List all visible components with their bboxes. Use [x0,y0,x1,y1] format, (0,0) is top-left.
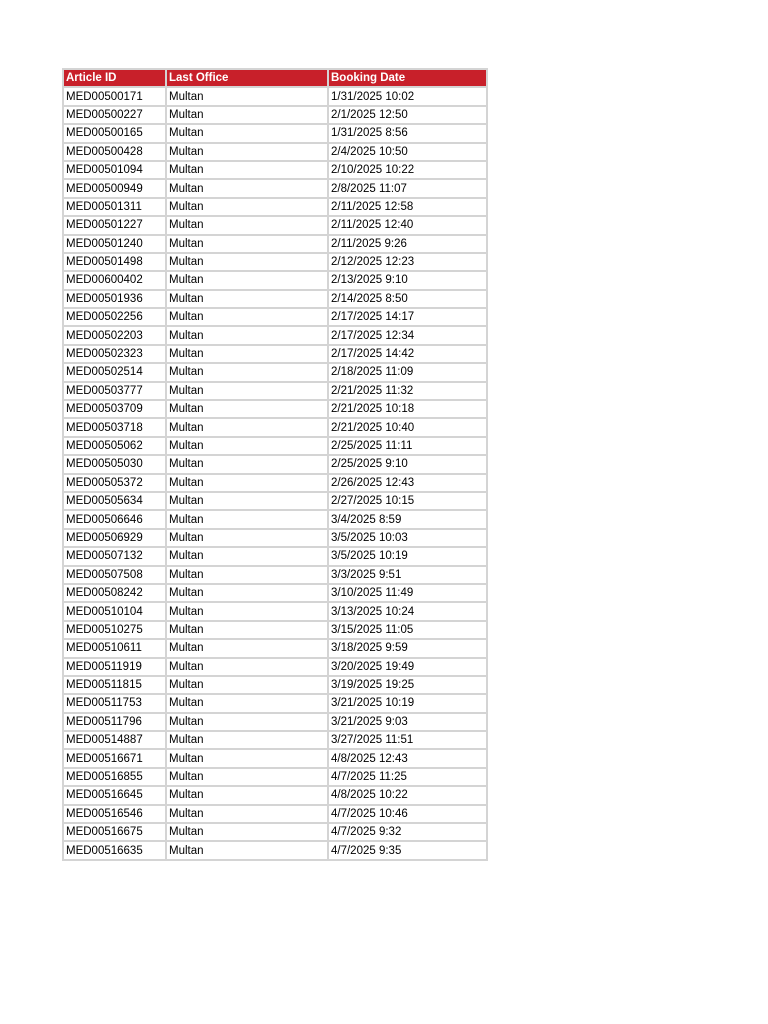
booking-date-cell: 4/8/2025 10:22 [328,786,487,804]
table-row [63,768,487,786]
article-id-cell: MED00511753 [63,694,166,712]
table-row [63,841,487,859]
last-office-cell: Multan [166,621,328,639]
article-id-cell: MED00507508 [63,566,166,584]
last-office-cell: Multan [166,510,328,528]
booking-date-cell: 2/12/2025 12:23 [328,253,487,271]
article-id-cell: MED00516635 [63,841,166,859]
last-office-cell: Multan [166,308,328,326]
table-row [63,106,487,124]
last-office-cell: Multan [166,198,328,216]
table-row [63,345,487,363]
last-office-cell: Multan [166,216,328,234]
booking-date-cell: 2/17/2025 12:34 [328,326,487,344]
article-id-cell: MED00502514 [63,363,166,381]
booking-date-cell: 3/3/2025 9:51 [328,566,487,584]
last-office-cell: Multan [166,602,328,620]
table-row [63,547,487,565]
table-row [63,198,487,216]
booking-date-cell: 4/7/2025 9:35 [328,841,487,859]
booking-date-cell: 4/7/2025 10:46 [328,805,487,823]
article-id-cell: MED00510275 [63,621,166,639]
article-id-cell: MED00501311 [63,198,166,216]
table-row [63,326,487,344]
last-office-cell: Multan [166,400,328,418]
booking-date-cell: 2/14/2025 8:50 [328,290,487,308]
table-row [63,455,487,473]
table-row [63,510,487,528]
article-id-cell: MED00511919 [63,658,166,676]
article-id-cell: MED00508242 [63,584,166,602]
article-id-cell: MED00506929 [63,529,166,547]
table-body [63,87,487,859]
article-id-cell: MED00500171 [63,87,166,105]
booking-table [62,68,488,861]
table-row [63,694,487,712]
table-row [63,143,487,161]
booking-date-cell: 2/11/2025 12:58 [328,198,487,216]
table-row [63,382,487,400]
article-id-cell: MED00503709 [63,400,166,418]
article-id-cell: MED00516645 [63,786,166,804]
article-id-cell: MED00505030 [63,455,166,473]
last-office-cell: Multan [166,345,328,363]
article-id-cell: MED00502203 [63,326,166,344]
table-row [63,363,487,381]
last-office-cell: Multan [166,676,328,694]
booking-date-cell: 3/13/2025 10:24 [328,602,487,620]
article-id-cell: MED00514887 [63,731,166,749]
article-id-cell: MED00500428 [63,143,166,161]
booking-date-cell: 3/21/2025 10:19 [328,694,487,712]
table-row [63,216,487,234]
article-id-cell: MED00501094 [63,161,166,179]
table-row [63,805,487,823]
table-row [63,290,487,308]
booking-date-cell: 2/17/2025 14:17 [328,308,487,326]
booking-date-cell: 3/5/2025 10:19 [328,547,487,565]
last-office-cell: Multan [166,161,328,179]
last-office-cell: Multan [166,106,328,124]
booking-date-cell: 2/17/2025 14:42 [328,345,487,363]
last-office-cell: Multan [166,658,328,676]
table-row [63,786,487,804]
last-office-cell: Multan [166,841,328,859]
table-row [63,308,487,326]
booking-date-cell: 2/8/2025 11:07 [328,179,487,197]
booking-date-cell: 2/10/2025 10:22 [328,161,487,179]
table-row [63,235,487,253]
article-id-cell: MED00510104 [63,602,166,620]
last-office-cell: Multan [166,253,328,271]
article-id-cell: MED00501936 [63,290,166,308]
table-row [63,271,487,289]
last-office-cell: Multan [166,124,328,142]
booking-date-cell: 3/10/2025 11:49 [328,584,487,602]
last-office-cell: Multan [166,786,328,804]
article-id-cell: MED00500227 [63,106,166,124]
last-office-cell: Multan [166,290,328,308]
last-office-cell: Multan [166,87,328,105]
table-row [63,179,487,197]
booking-date-cell: 3/20/2025 19:49 [328,658,487,676]
column-header-last-office: Last Office [166,69,328,87]
table-row [63,621,487,639]
last-office-cell: Multan [166,805,328,823]
table-row [63,87,487,105]
table-row [63,731,487,749]
last-office-cell: Multan [166,713,328,731]
article-id-cell: MED00511815 [63,676,166,694]
table-row [63,713,487,731]
booking-date-cell: 3/18/2025 9:59 [328,639,487,657]
booking-date-cell: 2/26/2025 12:43 [328,474,487,492]
booking-date-cell: 3/19/2025 19:25 [328,676,487,694]
article-id-cell: MED00506646 [63,510,166,528]
table-row [63,124,487,142]
last-office-cell: Multan [166,382,328,400]
article-id-cell: MED00500165 [63,124,166,142]
table-row [63,676,487,694]
booking-date-cell: 2/18/2025 11:09 [328,363,487,381]
article-id-cell: MED00505062 [63,437,166,455]
booking-date-cell: 3/15/2025 11:05 [328,621,487,639]
article-id-cell: MED00501498 [63,253,166,271]
last-office-cell: Multan [166,179,328,197]
article-id-cell: MED00505372 [63,474,166,492]
last-office-cell: Multan [166,547,328,565]
last-office-cell: Multan [166,584,328,602]
booking-date-cell: 1/31/2025 10:02 [328,87,487,105]
booking-date-cell: 3/27/2025 11:51 [328,731,487,749]
booking-date-cell: 2/1/2025 12:50 [328,106,487,124]
booking-date-cell: 4/7/2025 11:25 [328,768,487,786]
table-row [63,492,487,510]
booking-date-cell: 2/25/2025 9:10 [328,455,487,473]
article-id-cell: MED00516546 [63,805,166,823]
article-id-cell: MED00502256 [63,308,166,326]
article-id-cell: MED00510611 [63,639,166,657]
last-office-cell: Multan [166,731,328,749]
booking-date-cell: 4/7/2025 9:32 [328,823,487,841]
booking-date-cell: 3/5/2025 10:03 [328,529,487,547]
header-row [63,69,487,87]
article-id-cell: MED00505634 [63,492,166,510]
last-office-cell: Multan [166,639,328,657]
table-row [63,823,487,841]
last-office-cell: Multan [166,474,328,492]
article-id-cell: MED00516671 [63,749,166,767]
article-id-cell: MED00502323 [63,345,166,363]
table-row [63,749,487,767]
table-row [63,400,487,418]
column-header-booking-date: Booking Date [328,69,487,87]
article-id-cell: MED00501240 [63,235,166,253]
booking-date-cell: 2/11/2025 12:40 [328,216,487,234]
last-office-cell: Multan [166,271,328,289]
last-office-cell: Multan [166,455,328,473]
table-row [63,602,487,620]
table-row [63,418,487,436]
article-id-cell: MED00500949 [63,179,166,197]
booking-date-cell: 2/21/2025 10:40 [328,418,487,436]
last-office-cell: Multan [166,492,328,510]
table-row [63,566,487,584]
article-id-cell: MED00501227 [63,216,166,234]
article-id-cell: MED00516855 [63,768,166,786]
table-row [63,437,487,455]
booking-date-cell: 2/27/2025 10:15 [328,492,487,510]
article-id-cell: MED00516675 [63,823,166,841]
last-office-cell: Multan [166,418,328,436]
booking-date-cell: 2/4/2025 10:50 [328,143,487,161]
table-row [63,658,487,676]
table-row [63,253,487,271]
table-row [63,161,487,179]
booking-date-cell: 2/21/2025 10:18 [328,400,487,418]
last-office-cell: Multan [166,143,328,161]
last-office-cell: Multan [166,437,328,455]
booking-date-cell: 4/8/2025 12:43 [328,749,487,767]
last-office-cell: Multan [166,235,328,253]
last-office-cell: Multan [166,749,328,767]
article-id-cell: MED00503777 [63,382,166,400]
last-office-cell: Multan [166,694,328,712]
article-id-cell: MED00507132 [63,547,166,565]
last-office-cell: Multan [166,823,328,841]
booking-date-cell: 2/21/2025 11:32 [328,382,487,400]
booking-date-cell: 1/31/2025 8:56 [328,124,487,142]
article-id-cell: MED00600402 [63,271,166,289]
article-id-cell: MED00511796 [63,713,166,731]
last-office-cell: Multan [166,768,328,786]
column-header-article-id: Article ID [63,69,166,87]
table-row [63,584,487,602]
article-id-cell: MED00503718 [63,418,166,436]
booking-date-cell: 2/25/2025 11:11 [328,437,487,455]
last-office-cell: Multan [166,363,328,381]
last-office-cell: Multan [166,529,328,547]
last-office-cell: Multan [166,566,328,584]
booking-date-cell: 3/4/2025 8:59 [328,510,487,528]
table-row [63,474,487,492]
booking-date-cell: 2/13/2025 9:10 [328,271,487,289]
booking-date-cell: 3/21/2025 9:03 [328,713,487,731]
booking-date-cell: 2/11/2025 9:26 [328,235,487,253]
table-row [63,639,487,657]
last-office-cell: Multan [166,326,328,344]
table-row [63,529,487,547]
